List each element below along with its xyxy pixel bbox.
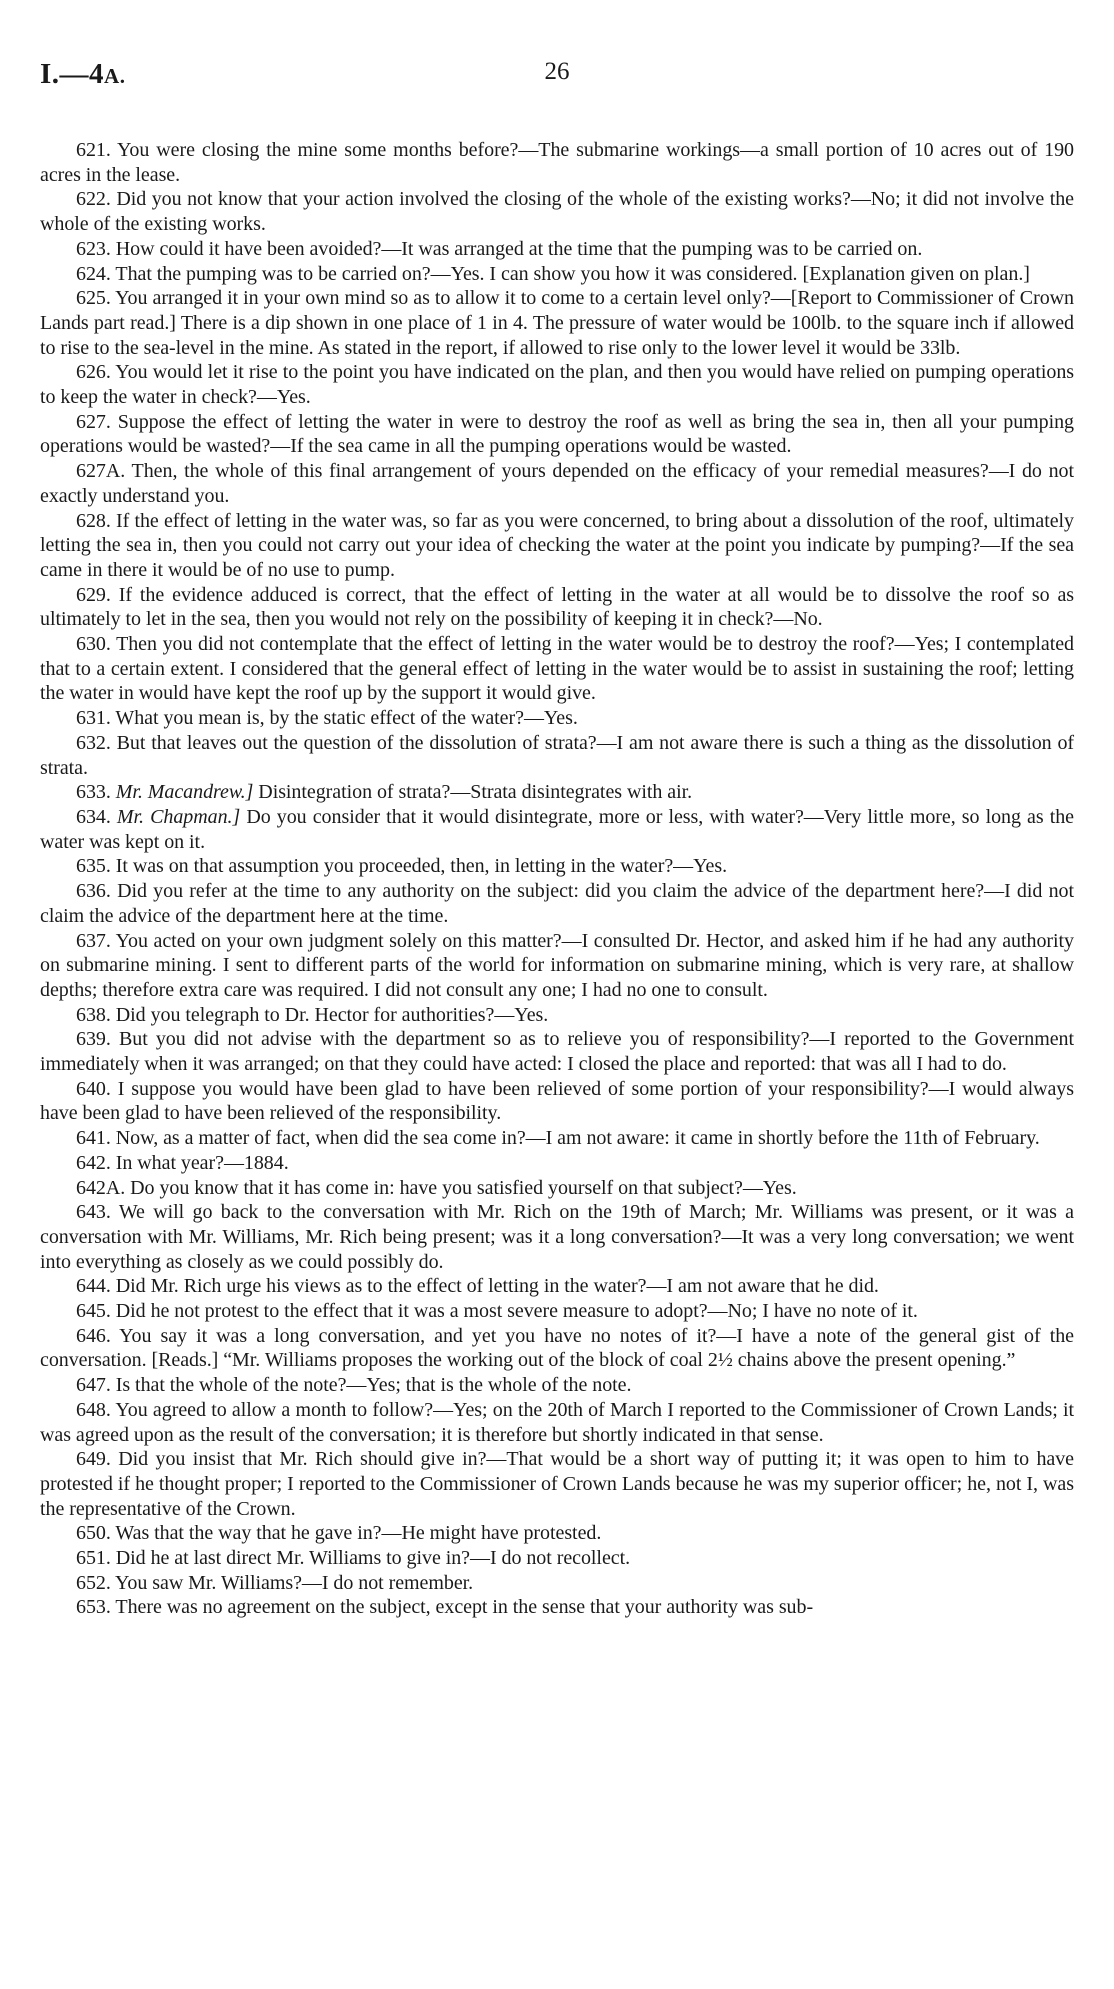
question-number: 627 xyxy=(76,460,106,483)
qa-paragraph xyxy=(40,1176,1074,1201)
question-number: 631. xyxy=(76,707,111,730)
question-number: 642. xyxy=(76,1151,111,1174)
question-number: 648. xyxy=(76,1398,111,1421)
qa-paragraph xyxy=(40,187,1074,236)
qa-paragraph xyxy=(40,1200,1074,1274)
question-number: 627. xyxy=(76,410,111,433)
qa-paragraph xyxy=(40,583,1074,632)
sessional-paper-id: I.—4A. xyxy=(40,58,126,90)
question-number: 643. xyxy=(76,1201,111,1224)
qa-paragraph xyxy=(40,1447,1074,1521)
question-number: 639. xyxy=(76,1028,111,1051)
question-number: 634. xyxy=(76,805,111,828)
qa-paragraph xyxy=(40,360,1074,409)
qa-paragraph xyxy=(40,410,1074,459)
qa-text: You arranged it in your own mind so as to allow it to come to a certain level only?—[Report to Commissioner of Crown Lands part read.] There is a dip shown in one place of 1 in 4. The pressure of water would be 100lb. to the square inch if allowed to rise to the sea-level in the mine. As stated in the report, if allowed to rise only to the lower level it would be 33lb. xyxy=(40,287,1074,359)
speaker-name: Mr. Chapman.] xyxy=(116,805,241,828)
qa-text: Did he at last direct Mr. Williams to give in?—I do not recollect. xyxy=(115,1547,631,1570)
qa-text: Did he not protest to the effect that it was a most severe measure to adopt?—No; I have no note of it. xyxy=(115,1300,918,1323)
qa-paragraph xyxy=(40,509,1074,583)
qa-paragraph xyxy=(40,1151,1074,1176)
qa-paragraph xyxy=(40,929,1074,1003)
qa-text: But that leaves out the question of the dissolution of strata?—I am not aware there is such a thing as the dissolution of strata. xyxy=(40,731,1075,779)
qa-text: You agreed to allow a month to follow?—Yes; on the 20th of March I reported to the Commissioner of Crown Lands; it was agreed upon as the result of the conversation; it is therefore but shortly indicated in that sense. xyxy=(40,1398,1074,1446)
question-number: 653. xyxy=(76,1596,111,1619)
qa-paragraph xyxy=(40,1521,1074,1546)
speaker-name: Mr. Macandrew.] xyxy=(115,781,254,804)
question-number: 623. xyxy=(76,237,111,260)
question-number: 632. xyxy=(76,731,111,754)
question-number: 646. xyxy=(76,1324,111,1347)
qa-text: Now, as a matter of fact, when did the sea come in?—I am not aware: it came in shortly before the 11th of February. xyxy=(115,1127,1040,1150)
question-number: 637. xyxy=(76,929,111,952)
qa-text: What you mean is, by the static effect of the water?—Yes. xyxy=(115,707,578,730)
question-number: 636. xyxy=(76,880,111,903)
qa-paragraph xyxy=(40,1299,1074,1324)
question-number: 651. xyxy=(76,1547,111,1570)
qa-text: In what year?—1884. xyxy=(115,1151,289,1174)
qa-paragraph xyxy=(40,1324,1074,1373)
qa-text: If the effect of letting in the water was, so far as you were concerned, to bring about a dissolution of the roof, ultimately letting the sea in, then you could not carry out your idea of checking the water at the point you indicate by pumping?—If the sea came in there it would be of no use to pump. xyxy=(40,509,1074,581)
qa-paragraph xyxy=(40,1027,1074,1076)
question-number: 642 xyxy=(76,1176,106,1199)
qa-text: You say it was a long conversation, and yet you have no notes of it?—I have a note of the general gist of the conversation. [Reads.] “Mr. Williams proposes the working out of the block of coal 2½ chains above the present opening.” xyxy=(40,1324,1074,1372)
question-number: 635. xyxy=(76,855,111,878)
qa-paragraph xyxy=(40,632,1074,706)
qa-text: You were closing the mine some months before?—The submarine workings—a small portion of 10 acres out of 190 acres in the lease. xyxy=(40,139,1074,186)
qa-text: Did Mr. Rich urge his views as to the effect of letting in the water?—I am not aware that he did. xyxy=(115,1275,879,1298)
qa-text: Did you telegraph to Dr. Hector for authorities?—Yes. xyxy=(115,1003,549,1026)
qa-paragraph xyxy=(40,1398,1074,1447)
qa-text: Then you did not contemplate that the effect of letting in the water would be to destroy the roof?—Yes; I contemplated that to a certain extent. I considered that the general effect of letting in the water would be to assist in sustaining the roof; letting the water in would have kept the roof up by the support it would give. xyxy=(40,633,1074,705)
qa-paragraph xyxy=(40,805,1074,854)
qa-text: Did you not know that your action involved the closing of the whole of the existing works?—No; it did not involve the whole of the existing works. xyxy=(40,188,1074,236)
qa-text: Do you know that it has come in: have you satisfied yourself on that subject?—Yes. xyxy=(130,1176,797,1199)
qa-text: That the pumping was to be carried on?—Yes. I can show you how it was considered. [Explanation given on plan.] xyxy=(115,262,1030,285)
qa-paragraph xyxy=(40,459,1074,508)
qa-paragraph xyxy=(40,1595,1074,1620)
question-number: 625. xyxy=(76,287,111,310)
question-number: 652. xyxy=(76,1571,111,1594)
question-number: 640. xyxy=(76,1077,111,1100)
qa-text: Was that the way that he gave in?—He might have protested. xyxy=(115,1522,602,1545)
question-number: 644. xyxy=(76,1275,111,1298)
qa-text: Did you refer at the time to any authority on the subject: did you claim the advice of the department here?—I did not claim the advice of the department here at the time. xyxy=(40,880,1075,927)
question-number: 633. xyxy=(76,781,111,804)
question-number: 641. xyxy=(76,1127,111,1150)
qa-paragraph xyxy=(40,138,1074,187)
qa-text: Suppose the effect of letting the water in were to destroy the roof as well as bring the sea in, then all your pumping operations would be wasted?—If the sea came in all the pumping operations would be wasted. xyxy=(40,410,1075,458)
question-number: 628. xyxy=(76,509,111,532)
qa-text: Then, the whole of this final arrangement of yours depended on the efficacy of your remedial measures?—I do not exactly understand you. xyxy=(40,460,1074,507)
question-number-suffix: A. xyxy=(105,1176,126,1199)
qa-paragraph xyxy=(40,1373,1074,1398)
evidence-body xyxy=(40,138,1074,1620)
qa-paragraph xyxy=(40,237,1074,262)
qa-text: Do you consider that it would disintegrate, more or less, with water?—Very little more, so long as the water was kept on it. xyxy=(40,805,1074,853)
qa-paragraph xyxy=(40,286,1074,360)
qa-text: We will go back to the conversation with Mr. Rich on the 19th of March; Mr. Williams was present, or it was a conversation with Mr. Williams, Mr. Rich being present; was it a long conversation?—It was a very long conversation; we went into everything as closely as we could possibly do. xyxy=(40,1201,1074,1273)
question-number-suffix: A. xyxy=(105,460,126,483)
question-number: 621. xyxy=(76,139,111,161)
qa-paragraph xyxy=(40,1126,1074,1151)
question-number: 624. xyxy=(76,262,111,285)
qa-text: But you did not advise with the department so as to relieve you of responsibility?—I reported to the Government immediately when it was arranged; on that they could have acted: I closed the place and reported: that was all I had to do. xyxy=(40,1028,1075,1076)
question-number: 645. xyxy=(76,1300,111,1323)
qa-text: How could it have been avoided?—It was arranged at the time that the pumping was to be carried on. xyxy=(115,237,923,260)
qa-text: There was no agreement on the subject, except in the sense that your authority was sub- xyxy=(115,1596,814,1619)
qa-paragraph xyxy=(40,780,1074,805)
qa-text: You acted on your own judgment solely on this matter?—I consulted Dr. Hector, and asked him if he had any authority on submarine mining. I sent to different parts of the world for information on submarine mining, which is very rare, at shallow depths; therefore extra care was required. I did not consult any one; I had no one to consult. xyxy=(40,929,1074,1001)
qa-paragraph xyxy=(40,1274,1074,1299)
question-number: 629. xyxy=(76,583,111,606)
question-number: 638. xyxy=(76,1003,111,1026)
question-number: 650. xyxy=(76,1522,111,1545)
qa-paragraph xyxy=(40,1003,1074,1028)
question-number: 647. xyxy=(76,1374,111,1397)
question-number: 626. xyxy=(76,361,111,384)
qa-paragraph xyxy=(40,731,1074,780)
qa-paragraph xyxy=(40,1571,1074,1596)
qa-text: Did you insist that Mr. Rich should give in?—That would be a short way of putting it; it was open to him to have protested if he thought proper; I reported to the Commissioner of Crown Lands because he was my superior officer; he, not I, was the representative of the Crown. xyxy=(40,1448,1075,1520)
question-number: 622. xyxy=(76,188,111,211)
qa-text: If the evidence adduced is correct, that the effect of letting in the water at all would be to dissolve the roof so as ultimately to let in the sea, then you would not rely on the possibility of keeping it in check?—No. xyxy=(40,583,1075,631)
qa-paragraph xyxy=(40,706,1074,731)
qa-text: You would let it rise to the point you have indicated on the plan, and then you would have relied on pumping operations to keep the water in check?—Yes. xyxy=(40,361,1074,409)
qa-paragraph xyxy=(40,854,1074,879)
question-number: 649. xyxy=(76,1448,111,1471)
qa-text: Disintegration of strata?—Strata disintegrates with air. xyxy=(258,781,693,804)
qa-paragraph xyxy=(40,262,1074,287)
page-number: 26 xyxy=(544,58,570,85)
page-header xyxy=(40,58,1074,100)
qa-paragraph xyxy=(40,879,1074,928)
qa-text: Is that the whole of the note?—Yes; that is the whole of the note. xyxy=(115,1374,632,1397)
question-number: 630. xyxy=(76,633,111,656)
qa-text: I suppose you would have been glad to have been relieved of some portion of your responsibility?—I would always have been glad to have been relieved of the responsibility. xyxy=(40,1077,1074,1125)
qa-text: You saw Mr. Williams?—I do not remember. xyxy=(115,1571,474,1594)
qa-text: It was on that assumption you proceeded, then, in letting in the water?—Yes. xyxy=(115,855,728,878)
qa-paragraph xyxy=(40,1546,1074,1571)
qa-paragraph xyxy=(40,1077,1074,1126)
